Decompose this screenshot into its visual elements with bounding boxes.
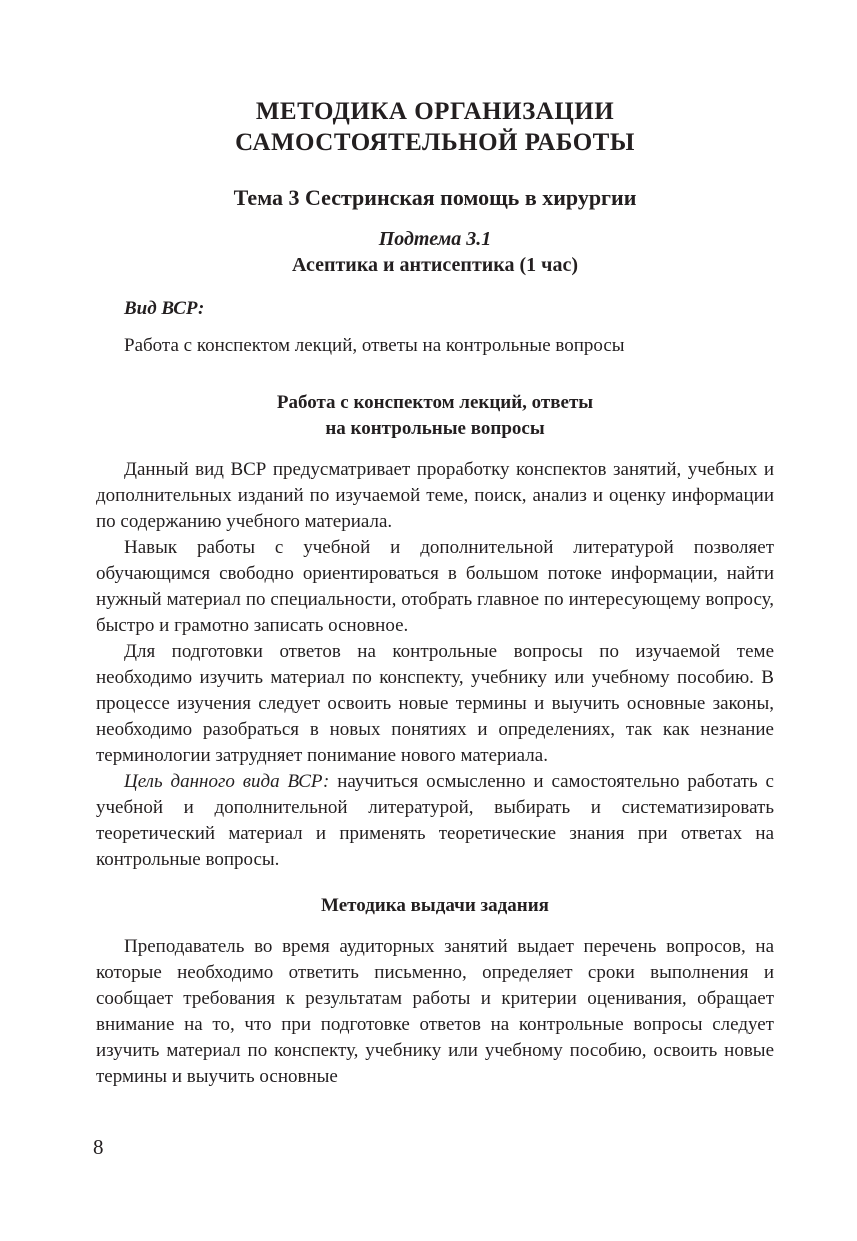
subtopic-number: Подтема 3.1 (378, 228, 492, 250)
goal-label: Цель данного вида ВСР: (124, 771, 330, 792)
subtopic-title: Асептика и антисептика (1 час) (292, 254, 578, 276)
page-title-line-1: МЕТОДИКА ОРГАНИЗАЦИИ (255, 98, 615, 125)
section-heading-notes-line-2: на контрольные вопросы (325, 418, 545, 439)
page-title (96, 96, 774, 158)
page-number: 8 (93, 1135, 104, 1159)
vsr-value: Работа с конспектом лекций, ответы на контрольные вопросы (124, 335, 625, 356)
paragraph: Данный вид ВСР предусматривает проработку конспектов занятий, учебных и дополнительных изданий по изучаемой теме, поиск, анализ и оценку информации по содержанию учебного материала. (96, 459, 774, 532)
paragraph: Для подготовки ответов на контрольные вопросы по изучаемой теме необходимо изучить материал по конспекту, учебнику или учебному пособию. В процессе изучения следует освоить новые термины и выучить основные законы, необходимо разобраться в новых понятиях и определениях, так как незнание терминологии затрудняет понимание нового материала. (96, 641, 774, 766)
topic-heading: Тема 3 Сестринская помощь в хирургии (233, 185, 637, 210)
paragraph: Преподаватель во время аудиторных занятий выдает перечень вопросов, на которые необходимо ответить письменно, определяет сроки выполнения и сообщает требования к результатам работы и критерии оценивания, обращает внимание на то, что при подготовке ответов на контрольные вопросы следует изучить материал по конспекту, учебнику или учебному пособию, освоить новые термины и выучить основные (96, 936, 774, 1087)
paragraph: Навык работы с учебной и дополнительной литературой позволяет обучающимся свободно ориентироваться в большом потоке информации, найти нужный материал по специальности, отобрать главное по интересующему вопросу, быстро и грамотно записать основное. (96, 537, 774, 636)
goal-text: научиться осмысленно и самостоятельно работать с учебной и дополнительной литературой, выбирать и систематизировать теоретический материал и применять теоретические знания при ответах на контрольные вопросы. (96, 771, 774, 870)
section-heading-notes-line-1: Работа с конспектом лекций, ответы (276, 392, 594, 413)
goal-paragraph (96, 769, 774, 873)
section-heading-notes (96, 390, 774, 442)
vsr-label: Вид ВСР: (124, 298, 205, 319)
document-page (96, 96, 774, 1090)
section-heading-assignment: Методика выдачи задания (321, 895, 549, 916)
page-title-line-2: САМОСТОЯТЕЛЬНОЙ РАБОТЫ (235, 129, 635, 156)
